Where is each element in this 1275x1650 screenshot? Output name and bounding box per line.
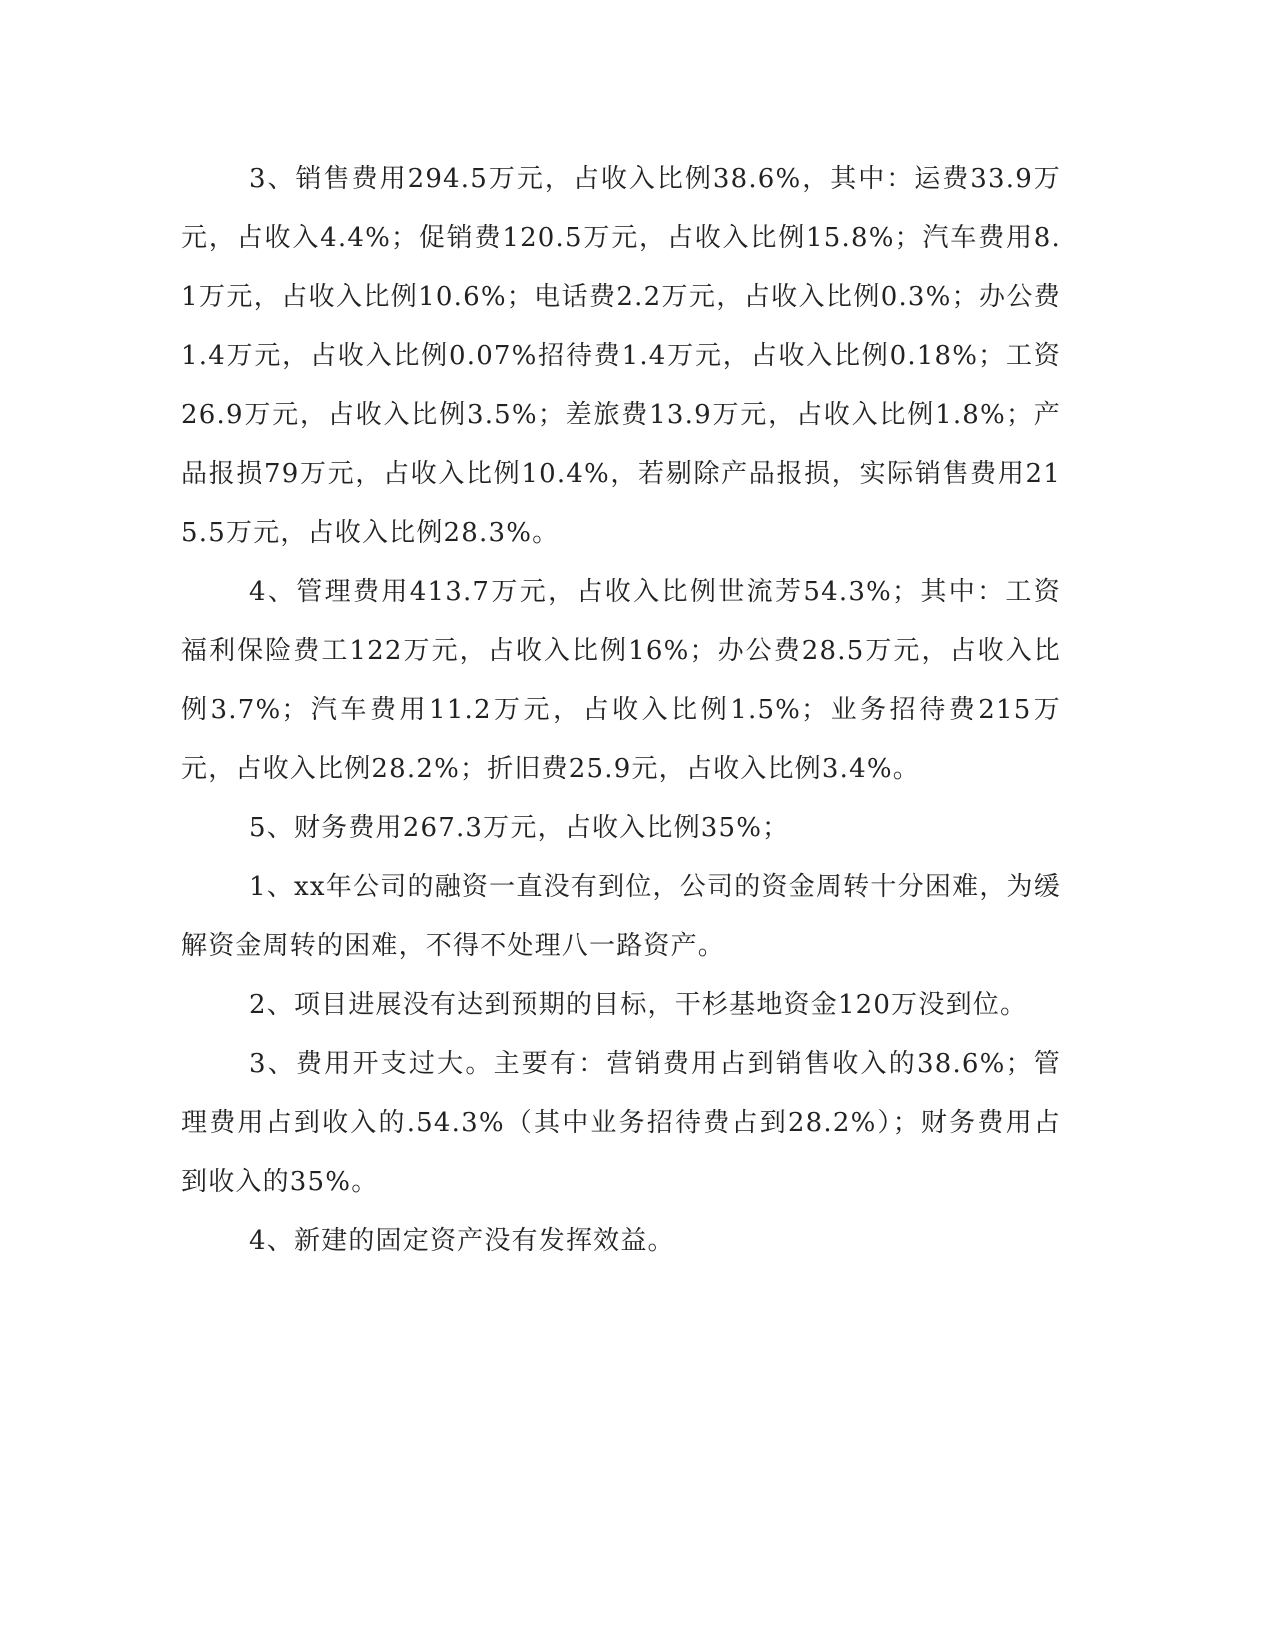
paragraph-fixed-assets: 4、新建的固定资产没有发挥效益。: [249, 1226, 675, 1256]
document-body: [181, 150, 1061, 1271]
paragraph-management-expenses: 4、管理费用413.7万元，占收入比例世流芳54.3%；其中：工资福利保险费工122万元，占收入比例16%；办公费28.5万元，占收入比例3.7%；汽车费用11.2万元，占收入比例1.5%；业务招待费215万元，占收入比例28.2%；折旧费25.9元，占收入比例3.4%。: [181, 577, 1061, 784]
paragraph-project-progress: 2、项目进展没有达到预期的目标，干杉基地资金120万没到位。: [249, 990, 1028, 1020]
paragraph-selling-expenses: 3、销售费用294.5万元，占收入比例38.6%，其中：运费33.9万元，占收入4.4%；促销费120.5万元，占收入比例15.8%；汽车费用8.1万元，占收入比例10.6%；电话费2.2万元，占收入比例0.3%；办公费1.4万元，占收入比例0.07%招待费1.4万元，占收入比例0.18%；工资26.9万元，占收入比例3.5%；差旅费13.9万元，占收入比例1.8%；产品报损79万元，占收入比例10.4%，若剔除产品报损，实际销售费用215.5万元，占收入比例28.3%。: [181, 164, 1061, 548]
paragraph-financing-issue: 1、xx年公司的融资一直没有到位，公司的资金周转十分困难，为缓解资金周转的困难，不得不处理八一路资产。: [181, 872, 1061, 961]
paragraph-excessive-expenses: 3、费用开支过大。主要有：营销费用占到销售收入的38.6%；管理费用占到收入的.54.3%（其中业务招待费占到28.2%）；财务费用占到收入的35%。: [181, 1049, 1061, 1197]
paragraph-financial-expenses: 5、财务费用267.3万元，占收入比例35%；: [249, 813, 790, 843]
